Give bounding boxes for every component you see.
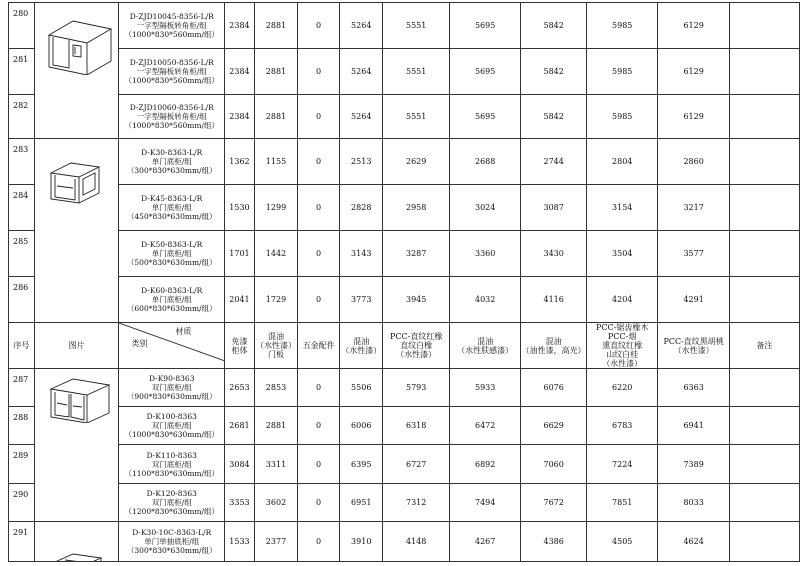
price-cell: 7312 — [383, 484, 450, 522]
price-cell: 2688 — [449, 139, 520, 185]
price-cell: 3360 — [449, 231, 520, 277]
product-name-line: （500*830*630mm/组） — [126, 258, 217, 267]
product-name — [119, 185, 225, 231]
price-cell: 5985 — [586, 3, 657, 49]
price-cell: 5695 — [449, 49, 520, 95]
price-cell: 7494 — [449, 484, 520, 522]
price-cell: 3430 — [521, 231, 587, 277]
remark-cell — [729, 277, 799, 323]
product-name — [119, 484, 225, 522]
table-row — [9, 231, 800, 277]
price-cell: 6220 — [586, 369, 657, 407]
table-row — [9, 3, 800, 49]
header-column: 混油 （水性漆） 门板 — [254, 323, 297, 369]
price-cell: 5842 — [521, 49, 587, 95]
price-cell: 6318 — [383, 407, 450, 445]
remark-cell — [729, 445, 799, 484]
row-number: 284 — [9, 185, 35, 231]
price-cell: 6006 — [340, 407, 383, 445]
product-name-line: 单门底柜/组 — [151, 157, 192, 166]
price-cell: 1701 — [225, 231, 255, 277]
price-cell: 0 — [298, 49, 340, 95]
table-row — [9, 185, 800, 231]
header-column: PCC-锯齿橡木 PCC-烟 熏直纹红橡 山纹白桂 （水性漆） — [586, 323, 657, 369]
remark-cell — [729, 407, 799, 445]
remark-cell — [729, 369, 799, 407]
header-column: 免漆 柜体 — [225, 323, 255, 369]
price-cell: 2681 — [225, 407, 255, 445]
price-cell: 3353 — [225, 484, 255, 522]
price-cell: 4204 — [586, 277, 657, 323]
product-name-line: （450*830*630mm/组） — [126, 212, 217, 221]
product-name-line: （1000*830*630mm/组） — [124, 430, 219, 439]
product-name-line: D-K60-8363-L/R — [141, 286, 203, 295]
price-cell: 0 — [298, 277, 340, 323]
price-cell: 0 — [298, 231, 340, 277]
price-cell: 6892 — [449, 445, 520, 484]
product-name-line: D-ZJD10050-8356-L/R — [129, 58, 214, 67]
price-cell: 0 — [298, 95, 340, 139]
price-cell: 5793 — [383, 369, 450, 407]
product-name — [119, 3, 225, 49]
price-cell: 3602 — [254, 484, 297, 522]
cabinet-drawing-single — [47, 159, 103, 205]
price-cell: 5551 — [383, 3, 450, 49]
product-name-line: （300*830*630mm/组） — [126, 166, 217, 175]
product-name-line: 一字型隔板转角柜/组 — [136, 21, 207, 30]
product-name-line: （1000*830*560mm/组） — [124, 30, 219, 39]
product-name-line: D-K45-8363-L/R — [141, 194, 203, 203]
price-cell: 7060 — [521, 445, 587, 484]
product-name-line: 单门底柜/组 — [151, 295, 192, 304]
price-cell: 3084 — [225, 445, 255, 484]
product-name-line: 单门底柜/组 — [151, 203, 192, 212]
price-cell: 6129 — [658, 3, 729, 49]
price-cell: 5842 — [521, 95, 587, 139]
remark-cell — [729, 49, 799, 95]
price-cell: 3577 — [658, 231, 729, 277]
table-row — [9, 369, 800, 407]
row-number: 288 — [9, 407, 35, 445]
price-cell: 6129 — [658, 95, 729, 139]
price-cell: 2384 — [225, 49, 255, 95]
price-cell: 7389 — [658, 445, 729, 484]
product-name-line: 一字型隔板转角柜/组 — [136, 67, 207, 76]
price-cell: 2653 — [225, 369, 255, 407]
product-name-line: （1000*830*560mm/组） — [124, 121, 219, 130]
price-cell: 0 — [298, 522, 340, 562]
price-cell: 1155 — [254, 139, 297, 185]
price-cell: 3287 — [383, 231, 450, 277]
product-name-line: （1000*830*560mm/组） — [124, 76, 219, 85]
price-cell: 4291 — [658, 277, 729, 323]
table-row — [9, 277, 800, 323]
price-cell: 1530 — [225, 185, 255, 231]
price-cell: 4267 — [449, 522, 520, 562]
price-cell: 2377 — [254, 522, 297, 562]
price-cell: 3311 — [254, 445, 297, 484]
price-cell: 7851 — [586, 484, 657, 522]
product-name — [119, 231, 225, 277]
table-row — [9, 49, 800, 95]
product-name-line: D-ZJD10045-8356-L/R — [129, 12, 214, 21]
price-cell: 3024 — [449, 185, 520, 231]
product-image-cell — [34, 139, 119, 323]
remark-cell — [729, 231, 799, 277]
header-column: 混油 （油性漆，高光） — [521, 323, 587, 369]
price-cell: 4032 — [449, 277, 520, 323]
product-name-line: D-K120-8363 — [146, 489, 197, 498]
price-cell: 2513 — [340, 139, 383, 185]
price-cell: 1533 — [225, 522, 255, 562]
price-cell: 4148 — [383, 522, 450, 562]
header-column: 五金配件 — [298, 323, 340, 369]
price-cell: 6363 — [658, 369, 729, 407]
price-cell: 2881 — [254, 407, 297, 445]
price-cell: 5695 — [449, 3, 520, 49]
price-cell: 5264 — [340, 3, 383, 49]
price-cell: 2384 — [225, 3, 255, 49]
price-cell: 3143 — [340, 231, 383, 277]
price-cell: 5985 — [586, 49, 657, 95]
header-row — [9, 323, 800, 369]
product-name-line: 双门底柜/组 — [151, 383, 192, 392]
price-cell: 3910 — [340, 522, 383, 562]
price-cell: 0 — [298, 484, 340, 522]
price-cell: 1299 — [254, 185, 297, 231]
header-column: PCC-直纹黑胡桃 （水性漆） — [658, 323, 729, 369]
price-cell: 3773 — [340, 277, 383, 323]
price-table — [8, 2, 800, 562]
product-name — [119, 407, 225, 445]
product-name-line: （900*830*630mm/组） — [126, 392, 217, 401]
product-name-line: 双门底柜/组 — [151, 421, 192, 430]
price-cell: 5264 — [340, 49, 383, 95]
product-name-line: D-K30-10C-8363-L/R — [132, 528, 212, 537]
cabinet-drawing-drawer — [51, 550, 105, 562]
header-column: 混油 （水性肤感漆） — [449, 323, 520, 369]
product-image-cell — [34, 3, 119, 139]
product-name-line: D-K100-8363 — [146, 412, 197, 421]
cabinet-drawing-double — [47, 375, 113, 423]
product-name — [119, 277, 225, 323]
table-row — [9, 484, 800, 522]
product-name-line: （600*830*630mm/组） — [126, 304, 217, 313]
price-cell: 5842 — [521, 3, 587, 49]
row-number: 289 — [9, 445, 35, 484]
product-image-cell — [34, 522, 119, 562]
price-cell: 6727 — [383, 445, 450, 484]
price-cell: 2881 — [254, 3, 297, 49]
row-number: 282 — [9, 95, 35, 139]
price-cell: 2041 — [225, 277, 255, 323]
row-number: 291 — [9, 522, 35, 562]
remark-cell — [729, 3, 799, 49]
price-cell: 3504 — [586, 231, 657, 277]
product-name-line: 双门底柜/组 — [151, 498, 192, 507]
price-cell: 3945 — [383, 277, 450, 323]
price-cell: 3087 — [521, 185, 587, 231]
row-number: 290 — [9, 484, 35, 522]
table-row — [9, 445, 800, 484]
header-picture: 图片 — [34, 323, 119, 369]
price-cell: 6076 — [521, 369, 587, 407]
price-cell: 1362 — [225, 139, 255, 185]
price-cell: 5264 — [340, 95, 383, 139]
header-column: PCC-直纹红橡 直纹白橡 （水性漆） — [383, 323, 450, 369]
product-name-line: 一字型隔板转角柜/组 — [136, 112, 207, 121]
price-cell: 5551 — [383, 49, 450, 95]
product-name-line: （1100*830*630mm/组） — [124, 468, 219, 478]
header-material-category — [119, 323, 225, 369]
price-cell: 3217 — [658, 185, 729, 231]
table-row — [9, 522, 800, 562]
price-cell: 6395 — [340, 445, 383, 484]
price-cell: 0 — [298, 369, 340, 407]
price-cell: 4386 — [521, 522, 587, 562]
product-name — [119, 522, 225, 562]
price-cell: 7672 — [521, 484, 587, 522]
product-name-line: （300*830*630mm/组） — [126, 546, 217, 555]
row-number: 287 — [9, 369, 35, 407]
product-name-line: D-ZJD10060-8356-L/R — [129, 103, 214, 112]
row-number: 285 — [9, 231, 35, 277]
header-column: 混油 （水性漆） — [340, 323, 383, 369]
product-name — [119, 445, 225, 484]
header-no: 序号 — [9, 323, 35, 369]
product-name-line: （1200*830*630mm/组） — [124, 507, 219, 516]
price-cell: 2804 — [586, 139, 657, 185]
price-cell: 2744 — [521, 139, 587, 185]
product-name — [119, 49, 225, 95]
price-cell: 0 — [298, 445, 340, 484]
header-column: 备注 — [729, 323, 799, 369]
product-name-line: D-K110-8363 — [146, 450, 197, 460]
product-name — [119, 139, 225, 185]
price-cell: 1729 — [254, 277, 297, 323]
price-cell: 2881 — [254, 49, 297, 95]
remark-cell — [729, 185, 799, 231]
remark-cell — [729, 522, 799, 562]
price-cell: 0 — [298, 3, 340, 49]
product-name-line: 单门底柜/组 — [151, 249, 192, 258]
price-cell: 5551 — [383, 95, 450, 139]
price-cell: 6129 — [658, 49, 729, 95]
row-number: 281 — [9, 49, 35, 95]
product-name — [119, 95, 225, 139]
price-cell: 4116 — [521, 277, 587, 323]
price-cell: 8033 — [658, 484, 729, 522]
price-cell: 2860 — [658, 139, 729, 185]
price-cell: 5506 — [340, 369, 383, 407]
row-number: 283 — [9, 139, 35, 185]
price-cell: 0 — [298, 185, 340, 231]
header-material: 材质 — [175, 327, 192, 336]
price-cell: 6951 — [340, 484, 383, 522]
price-cell: 2828 — [340, 185, 383, 231]
table-row — [9, 139, 800, 185]
price-cell: 0 — [298, 407, 340, 445]
price-cell: 6629 — [521, 407, 587, 445]
product-name — [119, 369, 225, 407]
price-cell: 2881 — [254, 95, 297, 139]
header-category: 类别 — [131, 339, 148, 348]
price-cell: 2629 — [383, 139, 450, 185]
product-name-line: 单门单抽底柜/组 — [144, 537, 200, 546]
price-cell: 3154 — [586, 185, 657, 231]
product-name-line: 双门底柜/组 — [151, 459, 192, 469]
price-cell: 5933 — [449, 369, 520, 407]
price-cell: 2958 — [383, 185, 450, 231]
price-cell: 0 — [298, 139, 340, 185]
price-cell: 4505 — [586, 522, 657, 562]
price-cell: 5985 — [586, 95, 657, 139]
table-row — [9, 95, 800, 139]
price-cell: 6472 — [449, 407, 520, 445]
price-cell: 2853 — [254, 369, 297, 407]
cabinet-drawing-corner — [45, 17, 115, 75]
price-cell: 7224 — [586, 445, 657, 484]
product-name-line: D-K30-8363-L/R — [141, 148, 203, 157]
price-cell: 6783 — [586, 407, 657, 445]
price-cell: 4624 — [658, 522, 729, 562]
remark-cell — [729, 484, 799, 522]
remark-cell — [729, 95, 799, 139]
remark-cell — [729, 139, 799, 185]
row-number: 280 — [9, 3, 35, 49]
price-cell: 1442 — [254, 231, 297, 277]
price-cell: 5695 — [449, 95, 520, 139]
table-row — [9, 407, 800, 445]
product-name-line: D-K50-8363-L/R — [141, 240, 203, 249]
row-number: 286 — [9, 277, 35, 323]
product-name-line: D-K90-8363 — [149, 374, 195, 383]
price-cell: 6941 — [658, 407, 729, 445]
price-cell: 2384 — [225, 95, 255, 139]
product-image-cell — [34, 369, 119, 522]
